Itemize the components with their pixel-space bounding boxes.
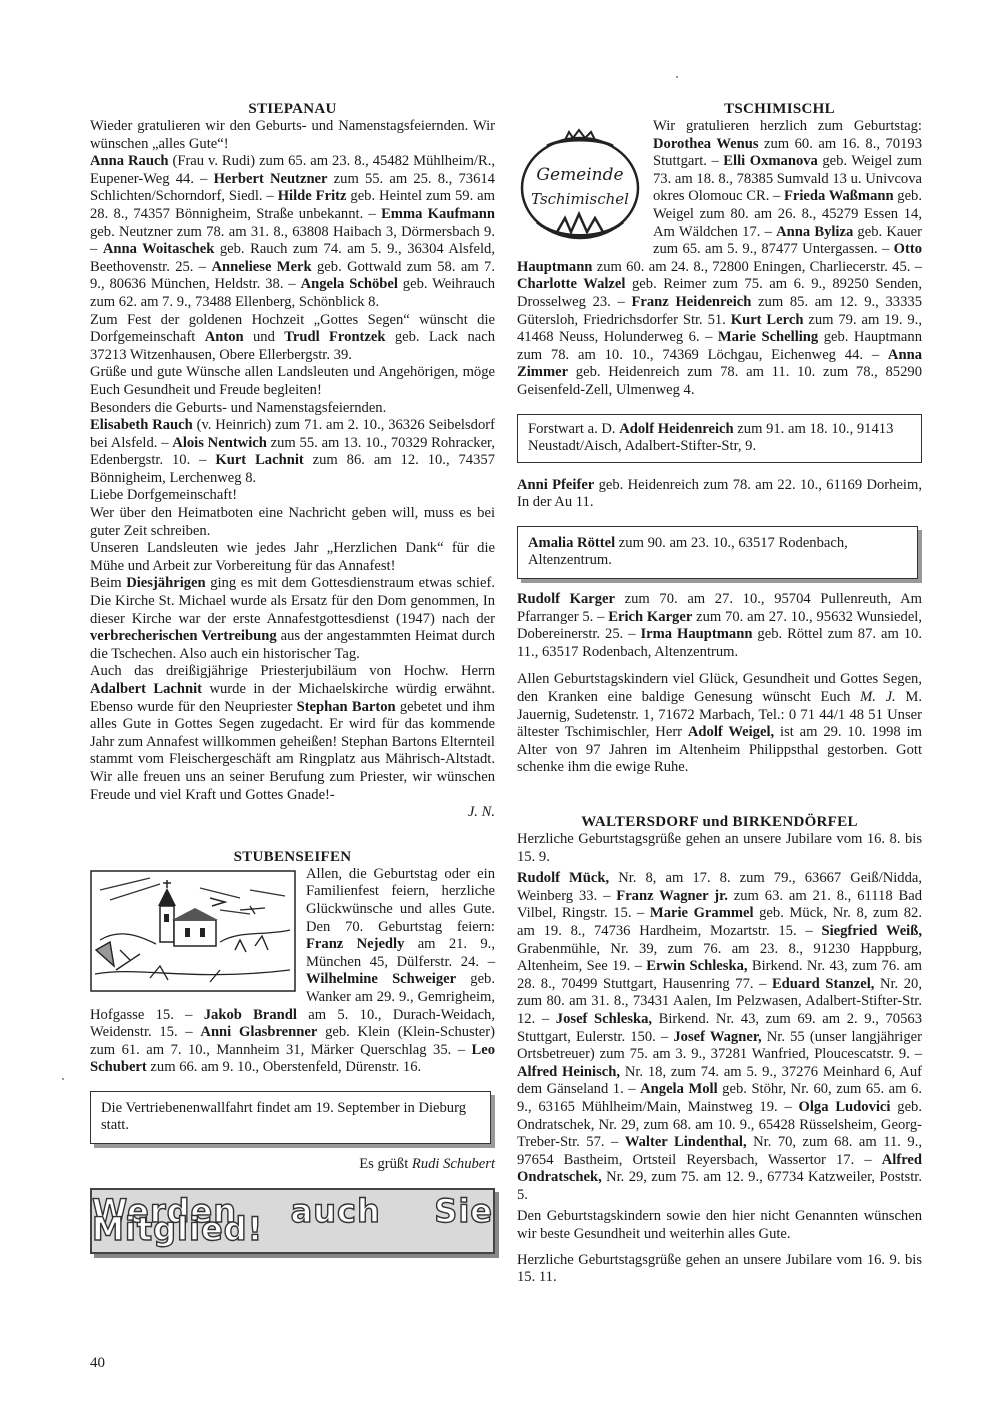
amalia-box: Amalia Röttel zum 90. am 23. 10., 63517 Rodenbach, Altenzentrum. [517,526,918,579]
waltersdorf-paragraph: Den Geburtstagskindern sowie den hier nicht Genannten wünschen wir beste Gesundheit und weiterhin alles Gute. [517,1208,922,1243]
tschimischl-paragraph: Wir gratulieren herzlich zum Geburtstag: Dorothea Wenus zum 60. am 16. 8., 70193 Stuttgart. – Elli Oxmanova geb. Weigel zum 73. am 18. 8., 78385 Sumvald 13 u. Univcova okres Olomouc CR. – Frieda Waßmann geb. Weigel zum 80. am 26. 8., 45279 Essen 14, Am Wäldchen 17. – Anna Byliza geb. Kauer zum 65. am 5. 9., 87477 Untergassen. – Otto Hauptmann zum 60. am 24. 8., 72800 Eningen, Charliecerstr. 45. – Charlotte Walzel geb. Reimer zum 75. am 6. 9., 89250 Senden, Drosselweg 23. – Franz Heidenreich zum 85. am 12. 9., 33335 Gütersloh, Friedrichsdorfer Str. 51. Kurt Lerch zum 79. am 19. 9., 41468 Neuss, Holunderweg 6. – Marie Schelling geb. Hauptmann zum 78. am 10. 10., 74369 Löchgau, Eichenweg 44. – Anna Zimmer geb. Heidenreich zum 78. am 11. 10. zum 78., 85290 Geisenfeld-Zell, Ulmenweg 4. [517,118,923,398]
tschimischl-paragraph: Rudolf Karger zum 70. am 27. 10., 95704 Pullenreuth, Am Pfarranger 5. – Erich Karger zum 70. am 27. 10., 95632 Wunsiedel, Dobereinerstr. 25. – Irma Hauptmann geb. Röttel zum 87. am 10. 11., 63517 Rodenbach, Altenzentrum. [517,591,922,660]
left-column [90,100,495,1254]
scan-speck [62,1078,64,1080]
stiepanau-paragraph: Auch das dreißigjährige Priesterjubiläum von Hochw. Herrn Adalbert Lachnit wurde in der Michaelskirche würdig erwähnt. Ebenso wurde für den Neupriester Stephan Barton gebetet und ihm alles Gute in Gottes Segen zugedacht. Er wird für das kommende Jahr zum Annafest willkommen geheißen! Stephan Bartons Elternteil stammt vom Fleischergeschäft am Ringplatz aus Mährisch-Altstadt. Wir alle freuen uns an seiner Berufung zum Priester, wir wünschen Freude und viel Kraft und Gottes Gnade!- [90,663,495,803]
stiepanau-paragraph: Elisabeth Rauch (v. Heinrich) zum 71. am 2. 10., 36326 Seibelsdorf bei Alsfeld. – Alois Nentwich zum 55. am 13. 10., 70329 Rohracker, Edenbergstr. 10. – Kurt Lachnit zum 86. am 12. 10., 74357 Bönnigheim, Lerchenweg 8. [90,417,495,486]
section-title-stubenseifen: STUBENSEIFEN [233,848,352,865]
stubenseifen-signature: Es grüßt Rudi Schubert [359,1156,495,1173]
stamp-text-gemeinde: Gemeinde [536,165,624,185]
stiepanau-paragraph: Liebe Dorfgemeinschaft! [90,487,238,504]
page-number: 40 [90,1355,105,1371]
scan-speck [676,76,678,78]
church-sketch-image [90,870,296,992]
stiepanau-paragraph: Zum Fest der goldenen Hochzeit „Gottes Segen“ wünscht die Dorfgemeinschaft Anton und Trudl Frontzek geb. Lack nach 37213 Witzenhausen, Obere Ellerbergstr. 39. [90,311,495,363]
membership-banner [90,1188,495,1254]
pilgrimage-notice-box: Die Vertriebenenwallfahrt findet am 19. September in Dieburg statt. [90,1091,491,1144]
right-column [517,100,922,1287]
stiepanau-paragraph: Wieder gratulieren wir den Geburts- und Namenstagsfeiernden. Wir wünschen „alles Gute“! Anna Rauch (Frau v. Rudi) zum 65. am 23. 8., 45482 Mühlheim/R., Eupener-Weg 44. – Herbert Neutzner zum 55. am 25. 8., 73614 Schlichten/Schorndorf, Siedl. – Hilde Fritz geb. Heintel zum 59. am 28. 8., 74357 Bönnigheim, Straße unbekannt. – Emma Kaufmann geb. Neutzner zum 78. am 31. 8., 63808 Haibach 3, Dörmersbach 9. – Anna Woitaschek geb. Rauch zum 74. am 5. 9., 36304 Alsfeld, Beethovenstr. 25. – Anneliese Merk geb. Gottwald zum 58. am 7. 9., 80636 München, Heldstr. 38. – Angela Schöbel geb. Weihrauch zum 62. am 7. 9., 73488 Ellenberg, Schönblick 8. [90,118,496,310]
waltersdorf-paragraph: Herzliche Geburtstagsgrüße gehen an unsere Jubilare vom 16. 9. bis 15. 11. [517,1251,922,1286]
stiepanau-paragraph: Beim Diesjährigen ging es mit dem Gottesdienstraum etwas schief. Die Kirche St. Michael wurde als Ersatz für den Dom genommen, In dieser Kirche war der erste Annafestgottesdienst (1947) nach der verbrecherischen Vertreibung aus der angestammten Heimat durch die Tschechen. Also auch ein historischer Tag. [90,575,495,662]
membership-banner-text: Werden auch Sie Mitglied! [92,1192,493,1248]
stubenseifen-paragraph: Allen, die Geburtstag oder ein Familienfest feiern, herzliche Glückwünsche und alles Gute. Den 70. Geburtstag feiern: Franz Nejedly am 21. 9., München 45, Dülferstr. 24. – Wilhelmine Schweiger geb. Wanker am 29. 9., Gemrigheim, Hofgasse 15. – Jakob Brandl am 5. 10., Durach-Weidach, Weidenstr. 15. – Anni Glasbrenner geb. Klein (Klein-Schuster) zum 61. am 7. 10., Mannheim 31, Märker Querschlag 35. – Leo Schubert zum 66. am 9. 10., Oberstenfeld, Dürenstr. 16. [90,865,496,1076]
tschimischl-paragraph: Anni Pfeifer geb. Heidenreich zum 78. am 22. 10., 61169 Dorheim, In der Au 11. [517,476,922,511]
gemeinde-stamp-image [517,122,643,254]
stiepanau-paragraph: Unseren Landsleuten wie jedes Jahr „Herzlichen Dank“ für die Mühe und Arbeit zur Vorbereitung für das Annafest! [90,540,495,574]
section-title-waltersdorf: WALTERSDORF und BIRKENDÖRFEL [581,814,858,830]
waltersdorf-paragraph: Rudolf Mück, Nr. 8, am 17. 8. zum 79., 63667 Geiß/Nidda, Weinberg 33. – Franz Wagner jr. zum 63. am 21. 8., 61118 Bad Vilbel, Ringstr. 15. – Marie Grammel geb. Mück, Nr. 8, zum 82. am 19. 8., 74736 Hardheim, Mozartstr. 15. – Siegfried Weiß, Grabenmühle, Nr. 39, zum 76. am 23. 8., 91230 Happburg, Altenheim, See 19. – Erwin Schleska, Birkend. Nr. 43, zum 76. am 28. 8., 70499 Stuttgart, Hausenring 77. – Eduard Stanzel, Nr. 20, zum 80. am 31. 8., 73431 Aalen, Im Pelzwasen, Adalbert-Stifter-Str. 12. – Josef Schleska, Birkend. Nr. 43, zum 69. am 2. 9., 70563 Stuttgart, Eulerstr. 150. – Josef Wagner, Nr. 55 (unser langjähriger Ortsbetreuer) zum 75. am 3. 9., 37281 Wanfried, Ploucescatstr. 9. – Alfred Heinisch, Nr. 18, zum 74. am 5. 9., 37276 Meinhard 6, Auf dem Gänseland 1. – Angela Moll geb. Stöhr, Nr. 60, zum 65. am 6. 9., 63165 Mühlheim/Main, Mainstweg 19. – Olga Ludovici geb. Ondratschek, Nr. 29, zum 68. am 10. 9., 65428 Rüsselsheim, Georg-Treber-Str. 57. – Walter Lindenthal, Nr. 70, zum 68. am 11. 9., 97654 Bastheim, Ortsteil Reyersbach, Wassertor 17. – Alfred Ondratschek, Nr. 29, zum 75. am 12. 9., 67734 Katzweiler, Poststr. 5. [517,870,923,1203]
church-sketch-icon [90,870,296,992]
tschimischl-paragraph: Allen Geburtstagskindern viel Glück, Gesundheit und Gottes Segen, den Kranken eine baldige Genesung wünscht Euch M. J. M. Jauernig, Sudetenstr. 1, 71672 Marbach, Tel.: 0 71 44/1 48 51 Unser ältester Tschimischler, Herr Adolf Weigel, ist am 29. 10. 1998 im Alter von 97 Jahren im Altenheim Philippsthal gestorben. Gott schenke ihm die ewige Ruhe. [517,671,922,776]
stiepanau-paragraph: Grüße und gute Wünsche allen Landsleuten und Angehörigen, möge Euch Gesundheit und Freude begleiten! [90,364,495,398]
forstwart-box: Forstwart a. D. Adolf Heidenreich zum 91. am 18. 10., 91413 Neustadt/Aisch, Adalbert-Stifter-Str, 9. [517,414,922,463]
section-title-stiepanau: STIEPANAU [248,101,337,117]
stamp-text-tschimischel: Tschimischel [531,190,629,208]
stiepanau-signature: J. N. [467,804,495,821]
waltersdorf-paragraph: Herzliche Geburtstagsgrüße gehen an unsere Jubilare vom 16. 8. bis 15. 9. [517,831,922,865]
stiepanau-paragraph: Besonders die Geburts- und Namenstagsfeiernden. [90,399,387,416]
stiepanau-paragraph: Wer über den Heimatboten eine Nachricht geben will, muss es bei guter Zeit schreiben. [90,505,495,539]
stamp-emblem-icon [517,122,643,254]
section-title-tschimischl: TSCHIMISCHL [724,101,835,117]
